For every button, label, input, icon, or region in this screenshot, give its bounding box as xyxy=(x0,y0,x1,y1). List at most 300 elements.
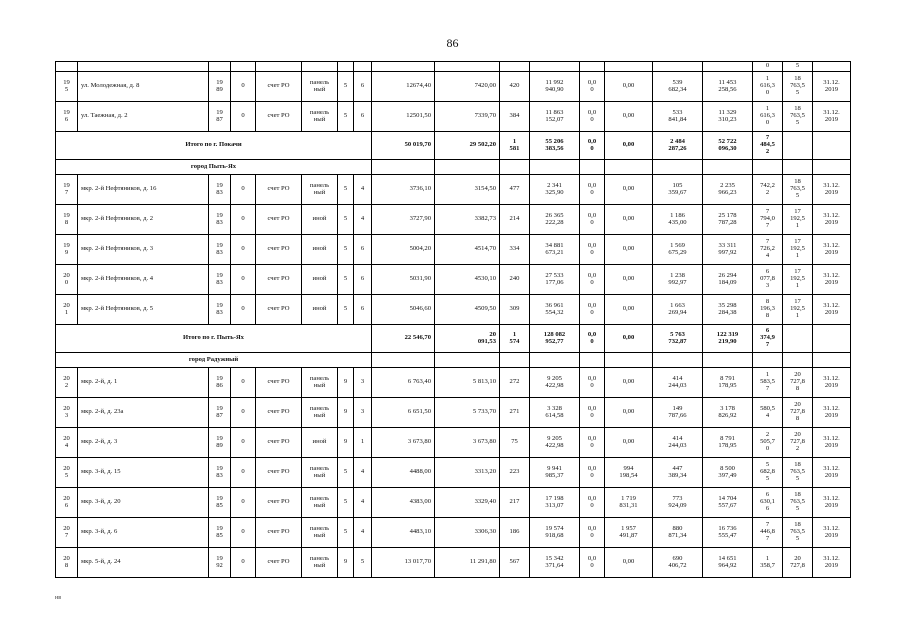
cell-residents: 223 xyxy=(500,458,530,488)
cell-c3: 880 871,34 xyxy=(653,518,703,548)
city-name: город Пыть-Ях xyxy=(56,160,372,175)
cell-zero: 0 xyxy=(231,235,256,265)
cell-year: 19 89 xyxy=(209,428,231,458)
cell-entr: 6 xyxy=(354,295,372,325)
total-c1: 0,0 0 xyxy=(580,325,605,353)
city-empty xyxy=(500,353,530,368)
table-row xyxy=(56,235,851,265)
cell-zero: 0 xyxy=(231,295,256,325)
cell-area-total: 4488,00 xyxy=(372,458,435,488)
table-row xyxy=(56,295,851,325)
cell-date: 31.12. 2019 xyxy=(813,235,851,265)
table-row xyxy=(56,72,851,102)
cell-c6: 18 763,5 5 xyxy=(783,458,813,488)
cell-c3: 539 682,34 xyxy=(653,72,703,102)
cell-year: 19 85 xyxy=(209,488,231,518)
city-empty xyxy=(435,160,500,175)
total-empty xyxy=(783,325,813,353)
cell-cost: 3 328 614,58 xyxy=(530,398,580,428)
cell-c4: 33 311 997,92 xyxy=(703,235,753,265)
table-row xyxy=(56,458,851,488)
cell-residents: 477 xyxy=(500,175,530,205)
cell-fund: счет РО xyxy=(256,72,302,102)
cell-c4: 2 235 966,23 xyxy=(703,175,753,205)
cell-wall: иной xyxy=(302,428,338,458)
cell-c2: 0,00 xyxy=(605,428,653,458)
total-c2: 0,00 xyxy=(605,132,653,160)
cell-floors: 9 xyxy=(338,398,354,428)
cell-c3: 105 359,67 xyxy=(653,175,703,205)
cell-wall: панель ный xyxy=(302,398,338,428)
cell-c5: 8 196,3 8 xyxy=(753,295,783,325)
cell-fund: счет РО xyxy=(256,265,302,295)
cell-c3: 414 244,03 xyxy=(653,368,703,398)
cell-fund: счет РО xyxy=(256,368,302,398)
cell-area-total: 3727,90 xyxy=(372,205,435,235)
cell-area-total: 6 651,50 xyxy=(372,398,435,428)
cell-fund: счет РО xyxy=(256,175,302,205)
cell-area-living: 5 813,10 xyxy=(435,368,500,398)
cell-floors: 5 xyxy=(338,518,354,548)
cell-c6: 17 192,5 1 xyxy=(783,205,813,235)
cell-residents: 384 xyxy=(500,102,530,132)
cell-area-living: 7339,70 xyxy=(435,102,500,132)
total-c4: 52 722 096,30 xyxy=(703,132,753,160)
cell-year: 19 83 xyxy=(209,265,231,295)
cell-entr: 4 xyxy=(354,175,372,205)
cell-c6: 20 727,8 8 xyxy=(783,398,813,428)
cell-residents: 186 xyxy=(500,518,530,548)
city-empty xyxy=(703,160,753,175)
cell-c3: 1 238 992,97 xyxy=(653,265,703,295)
total-c2: 0,00 xyxy=(605,325,653,353)
cell-area-living: 3 673,80 xyxy=(435,428,500,458)
cell-c2: 0,00 xyxy=(605,265,653,295)
cell-date: 31.12. 2019 xyxy=(813,295,851,325)
cell-cost: 26 365 222,28 xyxy=(530,205,580,235)
cell-area-living: 11 291,80 xyxy=(435,548,500,578)
header-cell-c6: 5 xyxy=(783,62,813,72)
cell-c1: 0,0 0 xyxy=(580,102,605,132)
cell-c2: 1 957 491,87 xyxy=(605,518,653,548)
table-row xyxy=(56,548,851,578)
cell-floors: 5 xyxy=(338,265,354,295)
cell-cost: 11 863 152,07 xyxy=(530,102,580,132)
cell-c5: 7 726,2 4 xyxy=(753,235,783,265)
cell-no: 20 2 xyxy=(56,368,78,398)
cell-date: 31.12. 2019 xyxy=(813,518,851,548)
cell-no: 20 4 xyxy=(56,428,78,458)
cell-residents: 567 xyxy=(500,548,530,578)
cell-c5: 2 505,7 0 xyxy=(753,428,783,458)
cell-date: 31.12. 2019 xyxy=(813,398,851,428)
city-heading-row xyxy=(56,160,851,175)
table-row xyxy=(56,428,851,458)
cell-c1: 0,0 0 xyxy=(580,72,605,102)
cell-no: 19 5 xyxy=(56,72,78,102)
cell-floors: 5 xyxy=(338,488,354,518)
cell-area-living: 3382,73 xyxy=(435,205,500,235)
cell-c3: 773 924,09 xyxy=(653,488,703,518)
cell-fund: счет РО xyxy=(256,205,302,235)
cell-c3: 690 406,72 xyxy=(653,548,703,578)
cell-wall: панель ный xyxy=(302,458,338,488)
cell-c1: 0,0 0 xyxy=(580,205,605,235)
cell-floors: 5 xyxy=(338,175,354,205)
cell-c4: 8 500 397,49 xyxy=(703,458,753,488)
cell-wall: иной xyxy=(302,235,338,265)
cell-area-living: 3313,20 xyxy=(435,458,500,488)
cell-cost: 36 961 554,32 xyxy=(530,295,580,325)
total-c5: 7 484,5 2 xyxy=(753,132,783,160)
cell-zero: 0 xyxy=(231,102,256,132)
cell-zero: 0 xyxy=(231,548,256,578)
cell-fund: счет РО xyxy=(256,488,302,518)
cell-c4: 26 294 184,09 xyxy=(703,265,753,295)
cell-no: 19 8 xyxy=(56,205,78,235)
header-cell-c5: 0 xyxy=(753,62,783,72)
total-c3: 5 763 732,87 xyxy=(653,325,703,353)
cell-c2: 0,00 xyxy=(605,72,653,102)
total-cost: 55 206 383,56 xyxy=(530,132,580,160)
cell-address: мкр. 2-й, д. 23а xyxy=(78,398,209,428)
cell-address: ул. Молодежная, д. 8 xyxy=(78,72,209,102)
cell-c2: 0,00 xyxy=(605,205,653,235)
total-area-total: 50 019,70 xyxy=(372,132,435,160)
city-empty xyxy=(605,353,653,368)
cell-c5: 1 616,3 0 xyxy=(753,72,783,102)
cell-entr: 6 xyxy=(354,235,372,265)
cell-c6: 18 763,5 5 xyxy=(783,518,813,548)
cell-date: 31.12. 2019 xyxy=(813,102,851,132)
cell-residents: 420 xyxy=(500,72,530,102)
city-heading-row xyxy=(56,353,851,368)
cell-area-living: 3154,50 xyxy=(435,175,500,205)
cell-zero: 0 xyxy=(231,488,256,518)
cell-year: 19 83 xyxy=(209,175,231,205)
city-empty xyxy=(500,160,530,175)
cell-no: 20 0 xyxy=(56,265,78,295)
total-row xyxy=(56,132,851,160)
cell-date: 31.12. 2019 xyxy=(813,488,851,518)
cell-year: 19 83 xyxy=(209,295,231,325)
cell-cost: 34 881 673,21 xyxy=(530,235,580,265)
cell-floors: 5 xyxy=(338,72,354,102)
cell-fund: счет РО xyxy=(256,518,302,548)
table-row xyxy=(56,205,851,235)
cell-c5: 1 616,3 0 xyxy=(753,102,783,132)
cell-year: 19 85 xyxy=(209,518,231,548)
cell-c6: 17 192,5 1 xyxy=(783,265,813,295)
total-area-living: 20 091,53 xyxy=(435,325,500,353)
cell-c4: 25 178 787,28 xyxy=(703,205,753,235)
cell-address: мкр. 2-й Нефтяников, д. 5 xyxy=(78,295,209,325)
cell-year: 19 83 xyxy=(209,458,231,488)
cell-entr: 4 xyxy=(354,458,372,488)
cell-c1: 0,0 0 xyxy=(580,398,605,428)
cell-date: 31.12. 2019 xyxy=(813,368,851,398)
cell-floors: 9 xyxy=(338,428,354,458)
cell-fund: счет РО xyxy=(256,428,302,458)
cell-area-living: 4514,70 xyxy=(435,235,500,265)
total-residents: 1 574 xyxy=(500,325,530,353)
cell-wall: панель ный xyxy=(302,72,338,102)
city-empty xyxy=(813,353,851,368)
cell-c5: 742,2 2 xyxy=(753,175,783,205)
cell-wall: панель ный xyxy=(302,518,338,548)
cell-year: 19 87 xyxy=(209,102,231,132)
cell-entr: 6 xyxy=(354,72,372,102)
city-empty xyxy=(653,353,703,368)
cell-area-living: 3306,30 xyxy=(435,518,500,548)
cell-address: мкр. 5-й, д. 24 xyxy=(78,548,209,578)
cell-entr: 4 xyxy=(354,518,372,548)
cell-area-total: 5031,90 xyxy=(372,265,435,295)
cell-zero: 0 xyxy=(231,368,256,398)
city-empty xyxy=(530,160,580,175)
cell-area-total: 13 017,70 xyxy=(372,548,435,578)
cell-c1: 0,0 0 xyxy=(580,428,605,458)
cell-zero: 0 xyxy=(231,518,256,548)
cell-residents: 240 xyxy=(500,265,530,295)
cell-area-total: 3736,10 xyxy=(372,175,435,205)
cell-c2: 994 198,54 xyxy=(605,458,653,488)
cell-c6: 20 727,8 2 xyxy=(783,428,813,458)
cell-floors: 9 xyxy=(338,548,354,578)
cell-entr: 4 xyxy=(354,205,372,235)
cell-floors: 5 xyxy=(338,205,354,235)
cell-entr: 6 xyxy=(354,102,372,132)
cell-c4: 16 736 555,47 xyxy=(703,518,753,548)
cell-c1: 0,0 0 xyxy=(580,265,605,295)
cell-no: 19 6 xyxy=(56,102,78,132)
cell-c5: 1 358,7 xyxy=(753,548,783,578)
cell-c6: 18 763,5 5 xyxy=(783,488,813,518)
cell-c5: 1 583,5 7 xyxy=(753,368,783,398)
cell-area-total: 6 763,40 xyxy=(372,368,435,398)
cell-c6: 17 192,5 1 xyxy=(783,295,813,325)
cell-wall: иной xyxy=(302,265,338,295)
total-c4: 122 319 219,90 xyxy=(703,325,753,353)
cell-residents: 272 xyxy=(500,368,530,398)
cell-c2: 0,00 xyxy=(605,548,653,578)
cell-wall: панель ный xyxy=(302,368,338,398)
cell-address: мкр. 3-й, д. 6 xyxy=(78,518,209,548)
cell-entr: 6 xyxy=(354,265,372,295)
cell-fund: счет РО xyxy=(256,102,302,132)
cell-no: 19 9 xyxy=(56,235,78,265)
cell-c3: 447 389,34 xyxy=(653,458,703,488)
cell-zero: 0 xyxy=(231,428,256,458)
cell-c4: 11 453 258,56 xyxy=(703,72,753,102)
cell-c4: 35 298 284,38 xyxy=(703,295,753,325)
cell-floors: 5 xyxy=(338,235,354,265)
cell-cost: 9 205 422,98 xyxy=(530,428,580,458)
total-row xyxy=(56,325,851,353)
cell-cost: 15 342 371,64 xyxy=(530,548,580,578)
total-empty xyxy=(813,325,851,353)
cell-zero: 0 xyxy=(231,398,256,428)
cell-wall: панель ный xyxy=(302,102,338,132)
cell-c4: 8 791 178,95 xyxy=(703,368,753,398)
cell-address: мкр. 2-й, д. 3 xyxy=(78,428,209,458)
total-c1: 0,0 0 xyxy=(580,132,605,160)
table-row xyxy=(56,488,851,518)
total-c5: 6 374,9 7 xyxy=(753,325,783,353)
cell-c4: 11 329 310,23 xyxy=(703,102,753,132)
cell-address: мкр. 2-й Нефтяников, д. 2 xyxy=(78,205,209,235)
cell-c3: 1 663 269,94 xyxy=(653,295,703,325)
cell-cost: 11 992 940,90 xyxy=(530,72,580,102)
cell-address: мкр. 2-й Нефтяников, д. 3 xyxy=(78,235,209,265)
table-row xyxy=(56,102,851,132)
cell-floors: 5 xyxy=(338,458,354,488)
total-empty xyxy=(783,132,813,160)
cell-c1: 0,0 0 xyxy=(580,458,605,488)
cell-no: 19 7 xyxy=(56,175,78,205)
cell-area-living: 5 733,70 xyxy=(435,398,500,428)
cell-c5: 7 446,8 7 xyxy=(753,518,783,548)
cell-address: мкр. 2-й, д. 1 xyxy=(78,368,209,398)
cell-fund: счет РО xyxy=(256,295,302,325)
cell-c3: 149 787,66 xyxy=(653,398,703,428)
cell-wall: панель ный xyxy=(302,488,338,518)
cell-c1: 0,0 0 xyxy=(580,175,605,205)
cell-residents: 214 xyxy=(500,205,530,235)
cell-c3: 1 569 675,29 xyxy=(653,235,703,265)
cell-wall: панель ный xyxy=(302,548,338,578)
cell-zero: 0 xyxy=(231,72,256,102)
cell-cost: 9 941 985,37 xyxy=(530,458,580,488)
cell-zero: 0 xyxy=(231,205,256,235)
cell-address: мкр. 2-й Нефтяников, д. 16 xyxy=(78,175,209,205)
table-row xyxy=(56,265,851,295)
cell-c1: 0,0 0 xyxy=(580,368,605,398)
cell-wall: панель ный xyxy=(302,175,338,205)
cell-area-total: 3 673,80 xyxy=(372,428,435,458)
city-empty xyxy=(372,160,435,175)
cell-area-total: 4383,00 xyxy=(372,488,435,518)
cell-c4: 3 178 826,92 xyxy=(703,398,753,428)
header-row xyxy=(56,62,851,72)
cell-wall: иной xyxy=(302,295,338,325)
cell-wall: иной xyxy=(302,205,338,235)
cell-date: 31.12. 2019 xyxy=(813,72,851,102)
cell-c3: 533 841,84 xyxy=(653,102,703,132)
cell-no: 20 3 xyxy=(56,398,78,428)
cell-address: мкр. 3-й, д. 20 xyxy=(78,488,209,518)
city-empty xyxy=(813,160,851,175)
cell-date: 31.12. 2019 xyxy=(813,265,851,295)
total-cost: 128 082 952,77 xyxy=(530,325,580,353)
cell-c5: 6 630,1 6 xyxy=(753,488,783,518)
cell-cost: 19 574 918,68 xyxy=(530,518,580,548)
cell-area-total: 5004,20 xyxy=(372,235,435,265)
cell-c2: 0,00 xyxy=(605,368,653,398)
cell-c6: 20 727,8 xyxy=(783,548,813,578)
cell-residents: 271 xyxy=(500,398,530,428)
total-c3: 2 484 287,26 xyxy=(653,132,703,160)
housing-register-table xyxy=(55,61,851,578)
cell-c6: 18 763,5 5 xyxy=(783,102,813,132)
city-empty xyxy=(530,353,580,368)
cell-entr: 4 xyxy=(354,488,372,518)
cell-c5: 5 682,8 5 xyxy=(753,458,783,488)
cell-c5: 7 794,0 7 xyxy=(753,205,783,235)
cell-date: 31.12. 2019 xyxy=(813,205,851,235)
table-row xyxy=(56,398,851,428)
cell-c3: 414 244,03 xyxy=(653,428,703,458)
cell-year: 19 83 xyxy=(209,235,231,265)
cell-entr: 3 xyxy=(354,368,372,398)
cell-c6: 20 727,8 8 xyxy=(783,368,813,398)
cell-zero: 0 xyxy=(231,175,256,205)
city-empty xyxy=(580,160,605,175)
cell-fund: счет РО xyxy=(256,235,302,265)
cell-no: 20 6 xyxy=(56,488,78,518)
cell-residents: 334 xyxy=(500,235,530,265)
cell-year: 19 86 xyxy=(209,368,231,398)
cell-area-living: 4509,50 xyxy=(435,295,500,325)
cell-c2: 0,00 xyxy=(605,295,653,325)
cell-cost: 2 341 325,90 xyxy=(530,175,580,205)
cell-date: 31.12. 2019 xyxy=(813,458,851,488)
city-empty xyxy=(605,160,653,175)
cell-c4: 14 704 557,67 xyxy=(703,488,753,518)
cell-address: мкр. 3-й, д. 15 xyxy=(78,458,209,488)
cell-entr: 3 xyxy=(354,398,372,428)
cell-c1: 0,0 0 xyxy=(580,488,605,518)
city-empty xyxy=(783,160,813,175)
cell-date: 31.12. 2019 xyxy=(813,548,851,578)
cell-area-living: 7420,00 xyxy=(435,72,500,102)
cell-c6: 18 763,5 5 xyxy=(783,175,813,205)
cell-year: 19 87 xyxy=(209,398,231,428)
cell-area-total: 5046,60 xyxy=(372,295,435,325)
city-empty xyxy=(753,353,783,368)
cell-residents: 309 xyxy=(500,295,530,325)
cell-cost: 17 198 313,07 xyxy=(530,488,580,518)
city-empty xyxy=(703,353,753,368)
cell-fund: счет РО xyxy=(256,458,302,488)
cell-c1: 0,0 0 xyxy=(580,518,605,548)
table-row xyxy=(56,368,851,398)
cell-cost: 9 205 422,98 xyxy=(530,368,580,398)
cell-residents: 217 xyxy=(500,488,530,518)
cell-entr: 1 xyxy=(354,428,372,458)
cell-area-living: 3329,40 xyxy=(435,488,500,518)
city-empty xyxy=(580,353,605,368)
cell-c1: 0,0 0 xyxy=(580,295,605,325)
cell-c6: 17 192,5 1 xyxy=(783,235,813,265)
cell-c2: 0,00 xyxy=(605,102,653,132)
cell-c4: 8 791 178,95 xyxy=(703,428,753,458)
city-empty xyxy=(653,160,703,175)
total-label: Итого по г. Пыть-Ях xyxy=(56,325,372,353)
cell-no: 20 5 xyxy=(56,458,78,488)
cell-c4: 14 651 964,92 xyxy=(703,548,753,578)
cell-fund: счет РО xyxy=(256,548,302,578)
total-empty xyxy=(813,132,851,160)
cell-floors: 5 xyxy=(338,102,354,132)
cell-area-total: 12501,50 xyxy=(372,102,435,132)
city-empty xyxy=(435,353,500,368)
cell-residents: 75 xyxy=(500,428,530,458)
page-number: 86 xyxy=(446,36,459,50)
cell-cost: 27 533 177,06 xyxy=(530,265,580,295)
cell-entr: 5 xyxy=(354,548,372,578)
table-row xyxy=(56,518,851,548)
